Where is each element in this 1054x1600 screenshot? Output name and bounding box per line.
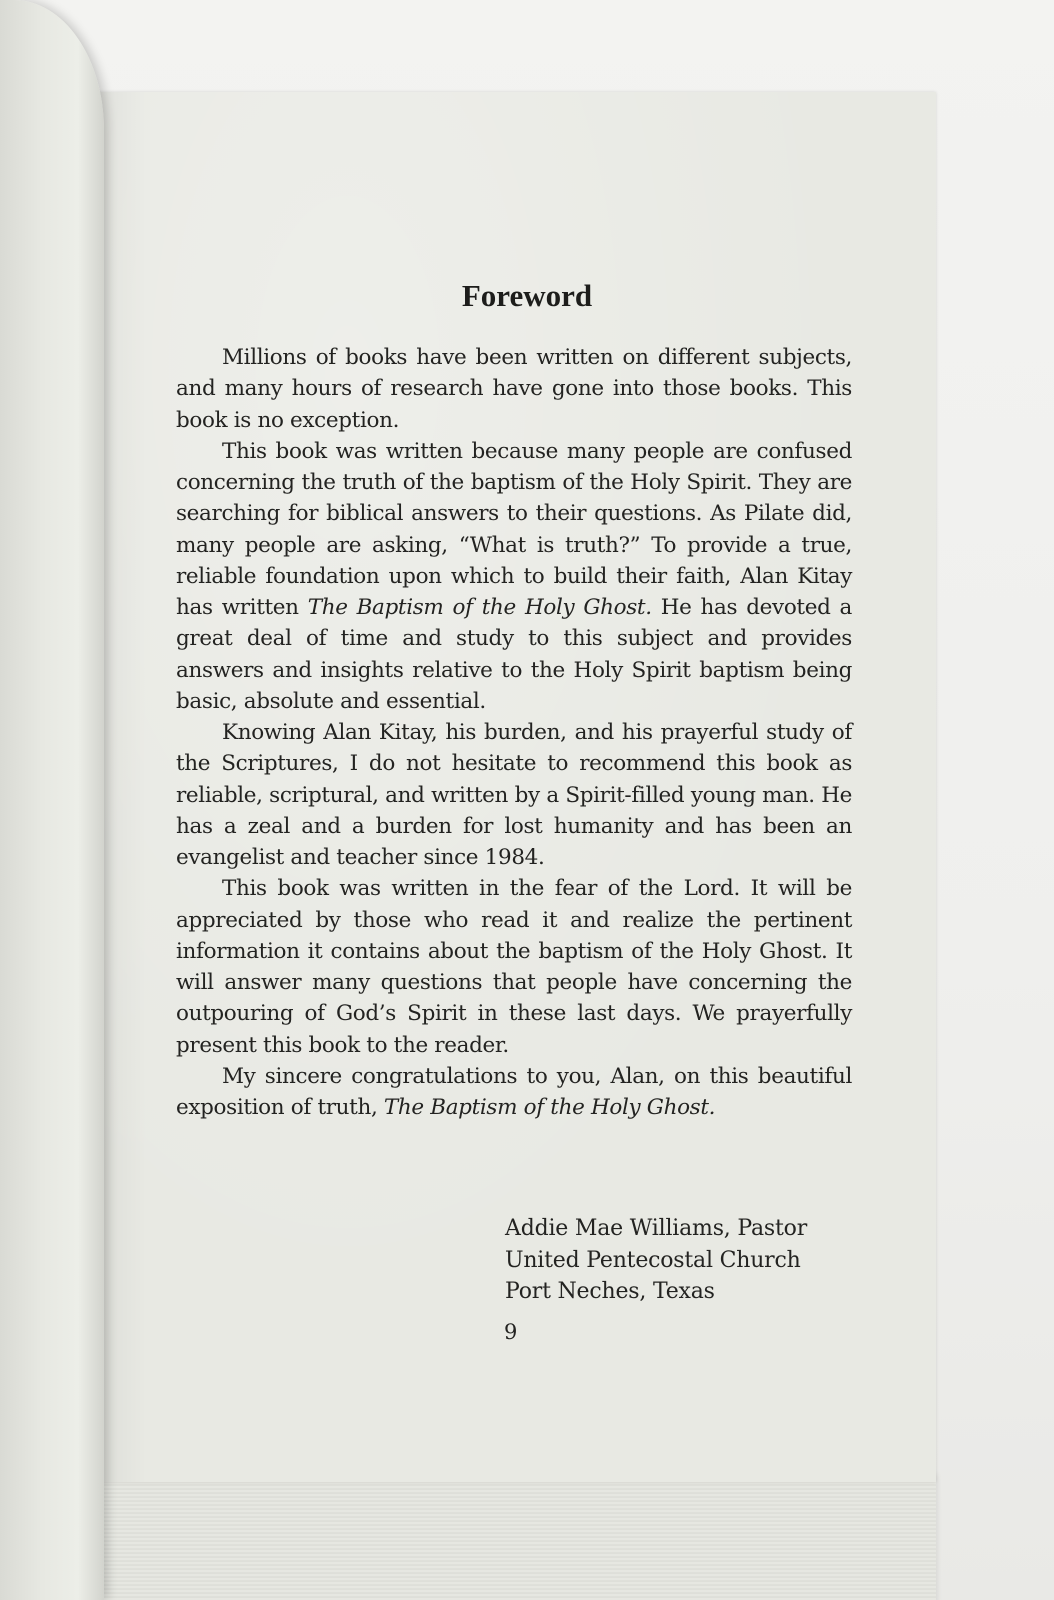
page-stack-edge xyxy=(96,1470,936,1600)
page-title: Foreword xyxy=(461,278,593,313)
paragraph-1 xyxy=(176,342,852,436)
paragraph-5 xyxy=(176,1061,852,1124)
paragraph-4-text: This book was written in the fear of the Lord. It will be appreciated by those who read it and realize the pertinent information it contains about the baptism of the Holy Ghost. It will answer many questions that people have concerning the outpouring of God’s Spirit in these last days. We prayerfully present this book to the reader. xyxy=(176,876,852,1058)
signature-block xyxy=(505,1213,807,1308)
paragraph-4 xyxy=(176,873,852,1061)
signatory-name: Addie Mae Williams, Pastor xyxy=(505,1216,808,1241)
left-page-edge xyxy=(0,0,104,1600)
book-title-reference: The Baptism of the Holy Ghost. xyxy=(383,1095,716,1120)
book-title-reference: The Baptism of the Holy Ghost. xyxy=(307,595,652,620)
foreword-body xyxy=(176,342,852,1123)
signatory-church: United Pentecostal Church xyxy=(505,1247,801,1273)
page-number: 9 xyxy=(504,1320,518,1344)
paragraph-1-text: Millions of books have been written on different subjects, and many hours of research have gone into those books. This book is no exception. xyxy=(176,345,852,433)
paragraph-3 xyxy=(176,717,852,873)
paragraph-3-text: Knowing Alan Kitay, his burden, and his prayerful study of the Scriptures, I do not hesitate to recommend this book as reliable, scriptural, and written by a Spirit-filled young man. He has a zeal and a burden for lost humanity and has been an evangelist and teacher since 1984. xyxy=(176,720,852,870)
paragraph-2-text-end: He has devoted a great deal of time and study to this subject and provides answers and insights relative to the Holy Spirit baptism being basic, absolute and essential. xyxy=(176,595,853,714)
paragraph-2-text-start: This book was written because many people are confused concerning the truth of the baptism of the Holy Spirit. They are searching for biblical answers to their questions. As Pilate did, many people are asking, “What is truth?” To provide a true, reliable foundation upon which to build their faith, Alan Kitay has written xyxy=(176,438,852,620)
paragraph-2 xyxy=(176,436,852,717)
signatory-location: Port Neches, Texas xyxy=(505,1279,715,1304)
paragraph-5-text: My sincere congratulations to you, Alan, on this beautiful exposition of truth, xyxy=(176,1063,852,1120)
